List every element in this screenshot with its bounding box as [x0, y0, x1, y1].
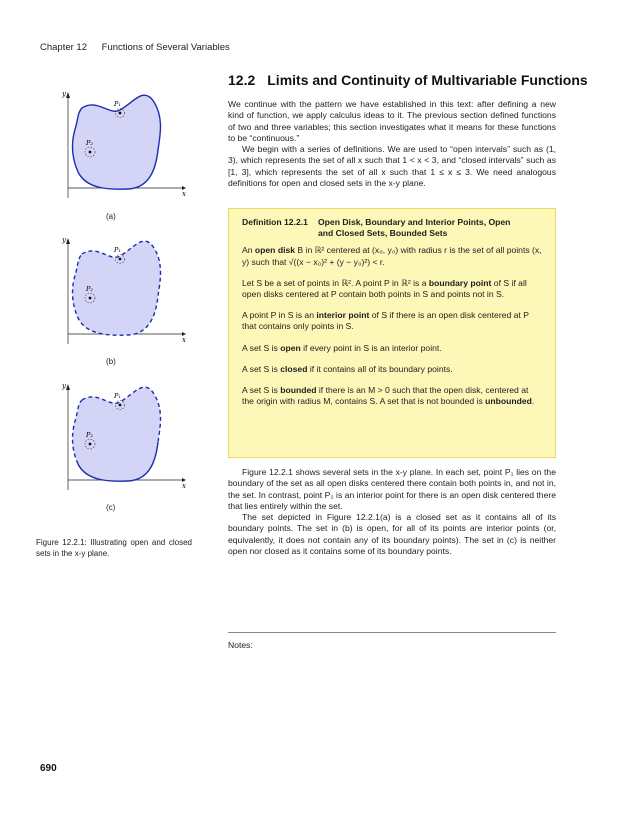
definition-closed-set: A set S is closed if it contains all of its boundary points.: [242, 363, 453, 374]
notes-divider: [228, 632, 556, 633]
intro-text: [228, 99, 556, 189]
p2-point: [89, 443, 92, 446]
section-title: Limits and Continuity of Multivariable Functions: [267, 72, 588, 88]
x-axis-label: x: [182, 190, 186, 198]
p1-label: P₁: [114, 100, 121, 108]
p1-label: P₁: [114, 392, 121, 400]
running-head: [40, 42, 230, 53]
figure-b-label: (b): [106, 357, 116, 366]
p1-label: P₁: [114, 246, 121, 254]
figure-c-label: (c): [106, 503, 116, 512]
y-axis-label: y: [62, 236, 66, 244]
p2-label: P₂: [86, 139, 93, 147]
notes-label: Notes:: [228, 640, 253, 650]
page-number: 690: [40, 763, 57, 774]
y-axis-arrow-icon: [66, 238, 70, 244]
section-number: 12.2: [228, 72, 256, 88]
p2-point: [89, 297, 92, 300]
figure-c-plot: [42, 380, 192, 500]
p2-label: P₂: [86, 431, 93, 439]
figure-a: [42, 88, 192, 208]
figure-caption: Figure 12.2.1: Illustrating open and closed sets in the x-y plane.: [36, 538, 192, 558]
running-head-chapter: Chapter 12: [40, 42, 88, 53]
definition-boundary-point: Let S be a set of points in ℝ². A point P in ℝ² is a boundary point of S if all open disks centered at P contain both points in S and points not in S.: [242, 277, 527, 300]
definition-bounded-set: A set S is bounded if there is an M > 0 such that the open disk, centered at the origin with radius M, contains S. A set that is not bounded is unbounded.: [242, 385, 535, 407]
section-heading: [228, 72, 588, 88]
definition-title: Open Disk, Boundary and Interior Points, Open and Closed Sets, Bounded Sets: [318, 217, 511, 239]
x-axis-label: x: [182, 336, 186, 344]
definition-open-disk: An open disk B in ℝ² centered at (x₀, y₀) with radius r is the set of all points (x, y) such that √((x − x₀)² + (y − y₀)²) < r.: [242, 245, 542, 267]
definition-open-set: A set S is open if every point in S is an interior point.: [242, 342, 442, 353]
definition-box: [228, 208, 556, 458]
y-axis-label: y: [62, 382, 66, 390]
figure-a-label: (a): [106, 212, 116, 221]
discussion-paragraph-1: Figure 12.2.1 shows several sets in the x-y plane. In each set, point P₁ lies on the boundary of the set as all open disks centered there contain both points in, and not in, the set. In contrast, point P₂ is an interior point for there is an open disk centered there that lies entirely within the set.: [228, 467, 556, 511]
running-head-title: Functions of Several Variables: [101, 42, 230, 53]
figure-c: [42, 380, 192, 500]
definition-number: Definition 12.2.1: [242, 217, 308, 227]
y-axis-arrow-icon: [66, 384, 70, 390]
x-axis-label: x: [182, 482, 186, 490]
figure-a-plot: [42, 88, 192, 208]
discussion-text: [228, 467, 556, 557]
definition-header: [242, 217, 542, 239]
p1-point: [119, 258, 122, 261]
p2-point: [89, 151, 92, 154]
p2-label: P₂: [86, 285, 93, 293]
intro-paragraph-1: We continue with the pattern we have established in this text: after defining a new kind of function, we apply calculus ideas to it. The previous section defined functions of two and three variables; this section investigates what it means for these functions to be “continuous.”: [228, 99, 556, 143]
p1-point: [119, 404, 122, 407]
intro-paragraph-2: We begin with a series of definitions. We are used to “open intervals” such as (1, 3), which represents the set of all x such that 1 < x < 3, and “closed intervals” such as [1, 3], which represents the set of all x such that 1 ≤ x ≤ 3. We need analogous definitions for open and closed sets in the x-y plane.: [228, 144, 556, 189]
figure-b-plot: [42, 234, 192, 354]
discussion-paragraph-2: The set depicted in Figure 12.2.1(a) is a closed set as it contains all of its boundary points. The set in (b) is open, for all of its points are interior points (or, equivalently, it does not contain any of its boundary points). The set in (c) is neither open nor closed as it contains some of its boundary points.: [228, 512, 556, 557]
y-axis-label: y: [62, 90, 66, 98]
figure-b: [42, 234, 192, 354]
y-axis-arrow-icon: [66, 92, 70, 98]
p1-point: [119, 112, 122, 115]
definition-interior-point: A point P in S is an interior point of S if there is an open disk centered at P that contains only points in S.: [242, 310, 529, 332]
